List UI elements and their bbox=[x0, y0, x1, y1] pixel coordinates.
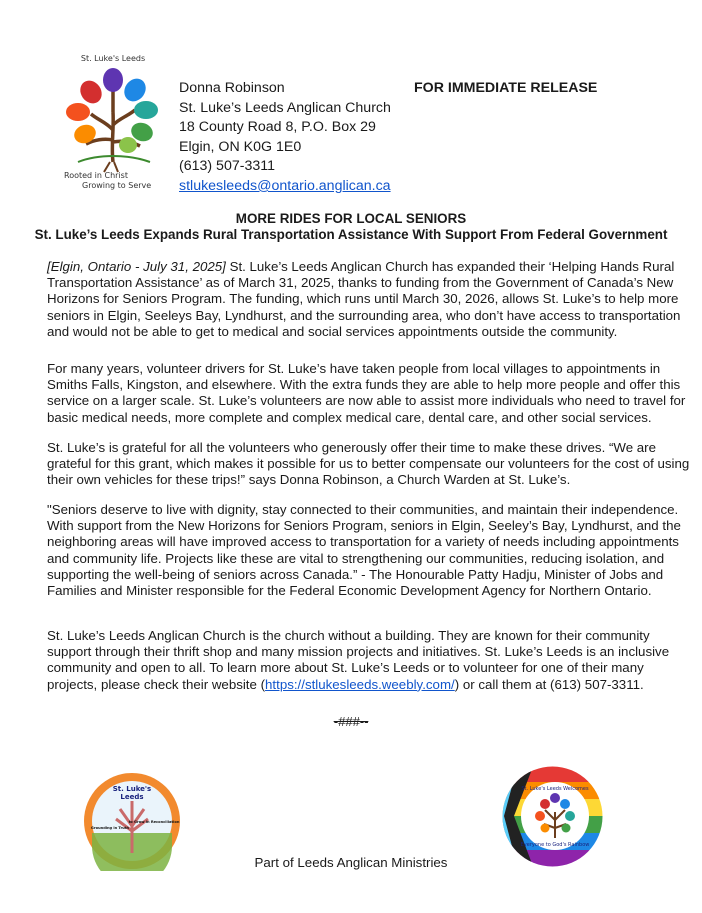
footer-text: Part of Leeds Anglican Ministries bbox=[254, 855, 448, 870]
text-line: neighboring areas will have improved access to transportation for a variety of needs including appointments bbox=[47, 534, 679, 550]
text-line: "Seniors deserve to live with dignity, stay connected to their communities, and maintain their independence. bbox=[47, 502, 679, 517]
subheadline: St. Luke’s Leeds Expands Rural Transportation Assistance With Support From Federal Government bbox=[34, 227, 668, 242]
text-line: support through their thrift shop and many mission projects and initiatives. St. Luke’s Leeds is an inclusive bbox=[47, 644, 670, 660]
logo-tagline-1: Rooted in Christ bbox=[64, 171, 128, 180]
text-line: ) or call them at (613) 507-3311. bbox=[454, 676, 644, 692]
text-line: grateful for this grant, which makes it possible for us to better compensate our volunteers for the cost of using bbox=[47, 456, 690, 472]
text-line: Families and Minister responsible for the Federal Economic Development Agency for Northern Ontario. bbox=[47, 583, 652, 599]
text-line: service on a larger scale. St. Luke’s volunteers are now able to assist more individuals who need to travel for bbox=[47, 393, 686, 409]
release-label: FOR IMMEDIATE RELEASE bbox=[414, 80, 598, 96]
text-line: St. Luke’s is grateful for all the volunteers who generously offer their time to make these drives. “We are bbox=[47, 440, 657, 455]
text-line: Transportation Assistance’ as of March 31, 2025, thanks to funding from the Government of Canada’s New bbox=[47, 275, 674, 291]
end-mark bbox=[0, 714, 702, 729]
logo-bl-right-text: to Grow in Reconciliation bbox=[128, 820, 180, 824]
paragraph-volunteers bbox=[47, 361, 686, 426]
text-line: Horizons for Seniors Program. The funding, which runs until March 30, 2026, allows St. Luke’s to help more bbox=[47, 291, 679, 307]
text-line: basic medical needs, more complete and complex medical care, dental care, and other social services. bbox=[47, 409, 652, 425]
website-link[interactable]: https://stlukesleeds.weebly.com/ bbox=[265, 676, 455, 692]
contact-organization: St. Luke’s Leeds Anglican Church bbox=[179, 99, 391, 116]
text-line: and would not be able to get to medical and social services appointments outside the community. bbox=[47, 323, 618, 339]
text-line: and community life. Projects like these are vital to strengthening our communities, reducing isolation, and bbox=[47, 550, 665, 566]
text-line: supporting the well-being of seniors across Canada.” - The Honourable Patty Hadju, Minister of Jobs and bbox=[47, 566, 664, 582]
contact-city: Elgin, ON K0G 1E0 bbox=[179, 138, 302, 155]
contact-block bbox=[179, 79, 391, 197]
text-line: For many years, volunteer drivers for St. Luke’s have taken people from local villages to appointments in bbox=[47, 361, 661, 376]
logo-tagline-2: Growing to Serve bbox=[82, 181, 152, 190]
headline: MORE RIDES FOR LOCAL SENIORS bbox=[235, 211, 467, 226]
logo-bl-left-text: Grounding in Truth bbox=[90, 826, 130, 830]
welcomes-rainbow-logo bbox=[500, 764, 605, 869]
paragraph-intro bbox=[47, 259, 681, 340]
contact-email-link[interactable]: stlukesleeds@ontario.anglican.ca bbox=[179, 177, 391, 194]
text-line: community and open to all. To learn more about St. Luke’s Leeds or to volunteer for one of their many bbox=[47, 660, 644, 676]
end-mark-text: -###-- bbox=[333, 714, 369, 729]
text-line: projects, please check their website ( bbox=[47, 676, 266, 692]
text-line: St. Luke’s Leeds Anglican Church is the church without a building. They are known for their community bbox=[47, 628, 650, 643]
logo-name: St. Luke's Leeds bbox=[80, 54, 146, 63]
text-line: their own vehicles for these trips!” says Donna Robinson, a Church Warden at St. Luke’s. bbox=[47, 472, 571, 488]
contact-name: Donna Robinson bbox=[179, 80, 285, 96]
contact-phone: (613) 507-3311 bbox=[179, 158, 275, 175]
contact-address: 18 County Road 8, P.O. Box 29 bbox=[179, 119, 376, 136]
text-line: seniors in Elgin, Seeleys Bay, Lyndhurst, and the surrounding area, who don’t have access to transportation bbox=[47, 307, 681, 323]
text-line: With support from the New Horizons for Seniors Program, seniors in Elgin, Seeley’s Bay, Lyndhurst, and the bbox=[47, 518, 681, 534]
paragraph-gratitude bbox=[47, 440, 690, 489]
logo-bl-name-1: St. Luke's bbox=[112, 785, 152, 793]
text-line: St. Luke’s Leeds Anglican Church has expanded their ‘Helping Hands Rural bbox=[225, 259, 675, 274]
paragraph-about bbox=[47, 628, 670, 693]
paragraph-minister-quote bbox=[47, 502, 681, 599]
logo-bl-name-2: Leeds bbox=[120, 793, 144, 801]
text-line: Smiths Falls, Kingston, and elsewhere. With the extra funds they are able to help more people and offer this bbox=[47, 377, 681, 393]
logo-br-arc-top: St. Luke's Leeds Welcomes bbox=[521, 786, 589, 792]
logo-br-arc-bottom: Everyone to God's Rainbow bbox=[520, 842, 590, 848]
dateline: [Elgin, Ontario - July 31, 2025] bbox=[47, 259, 226, 274]
st-lukes-leeds-logo bbox=[58, 50, 168, 190]
